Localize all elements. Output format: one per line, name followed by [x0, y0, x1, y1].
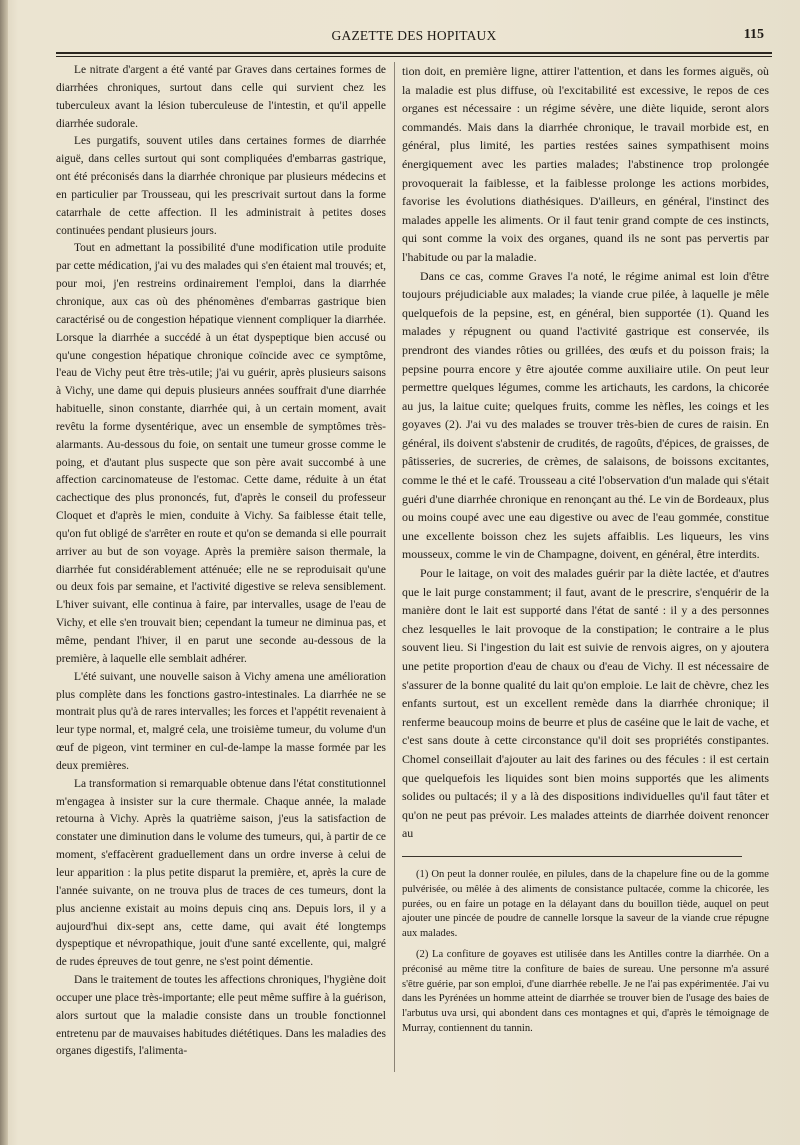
paragraph: Les purgatifs, souvent utiles dans certaines formes de diarrhée aiguë, dans celles surtout qui sont compliquées d'embarras gastrique, ont été préconisés dans la diarrhée chronique par plusieurs médecins et en particulier par Trousseau, qui les prescrivait surtout dans la forme catarrhale de cette affection. Il les administrait à petites doses continuées pendant plusieurs jours. [56, 135, 386, 237]
paragraph: L'été suivant, une nouvelle saison à Vichy amena une amélioration plus complète dans les fonctions gastro-intestinales. La diarrhée ne se montrait plus qu'à de rares intervalles; les forces et l'appétit revenaient à leur type normal, et, malgré cela, une troisième tumeur, du volume d'un œuf de pigeon, vint terminer en cul-de-lampe la masse formée par les deux premières. [56, 670, 386, 772]
column-divider [394, 62, 395, 1072]
running-head [56, 26, 772, 48]
paragraph: La transformation si remarquable obtenue dans l'état constitutionnel m'engagea à insister sur la cure thermale. Chaque année, la malade retourna à Vichy. Après la quatrième saison, j'eus la satisfaction de constater une diminution dans le volume des tumeurs, qui, à partir de ce moment, s'effacèrent graduellement dans un ordre inverse à celui de leur apparition : la plus petite disparut la première, et, après la cure de l'année suivante, on ne trouva plus de traces de ces tumeurs, dont la plus ancienne existait au moins depuis cinq ans. Depuis lors, il y a aujourd'hui dix-sept ans, cette dame, qui avait été longtemps dyspeptique et névropathique, jouit d'une santé excellente, qui, malgré de rudes épreuves de tout genre, ne s'est point démentie. [56, 777, 386, 969]
footnotes [402, 868, 769, 1043]
paragraph: Dans le traitement de toutes les affections chroniques, l'hygiène doit occuper une place très-importante; elle peut même suffire à la guérison, alors surtout que la maladie consiste dans un trouble fonctionnel entretenu par de mauvaises habitudes diététiques. Dans les maladies des organes digestifs, l'alimenta- [56, 974, 386, 1058]
journal-title: GAZETTE DES HOPITAUX [331, 28, 497, 43]
paragraph: Le nitrate d'argent a été vanté par Graves dans certaines formes de diarrhées chroniques, surtout dans celle qui survient chez les tuberculeux avant la lésion tuberculeuse de l'intestin, et qu'il appelle diarrhée sudorale. [56, 64, 386, 130]
binding-edge [0, 0, 8, 1145]
paragraph: Dans ce cas, comme Graves l'a noté, le régime animal est loin d'être toujours préjudiciable aux malades; la viande crue pilée, à laquelle je mêle quelquefois de la pepsine, est, en général, bien supportée (1). Quand les malades y répugnent ou quand l'activité gastrique est conservée, ils prendront des viandes rôties ou grillées, des œufs et du poisson frais; la pepsine pourra encore y être ajoutée comme auxiliaire utile. On peut leur permettre quelques légumes, comme les artichauts, les cardons, la chicorée au jus, la laitue cuite; quelques fruits, comme les nèfles, les coings et les goyaves (2). J'ai vu des malades se trouver très-bien de cures de raisin. En général, ils doivent s'abstenir de crudités, de ragoûts, d'épices, de graisses, de pâtisseries, de sucreries, de crèmes, de salaisons, de boissons excitantes, comme le thé et le café. Trousseau a cité l'observation d'un malade qui s'était guéri d'une diarrhée chronique en renonçant au thé. Le vin de Bordeaux, plus ou moins coupé avec une eau digestive ou avec de l'eau gommée, constitue une excellente boisson chez les sujets affaiblis. Les liqueurs, les vins mousseux, comme le vin de Champagne, doivent, en général, être interdits. [402, 268, 769, 562]
left-column [56, 62, 386, 1061]
footnote: (1) On peut la donner roulée, en pilules, dans de la chapelure fine ou de la gomme pulvérisée, ou mêlée à des aliments de consistance pultacée, comme la chicorée, les purées, ou en faire un potage en la délayant dans du bouillon tiède, auquel on peut ajouter une pincée de poudre de cannelle lorsque la saveur de la viande crue répugne aux malades. [402, 869, 769, 940]
paragraph: tion doit, en première ligne, attirer l'attention, et dans les formes aiguës, où la maladie est plus diffuse, où l'excitabilité est excessive, le repos de ces organes est nécessaire : un régime sévère, une diète liquide, seront alors commandés. Mais dans la diarrhée chronique, le travail morbide est, en général, plus limité, les parties restées saines sympathisent moins énergiquement avec les parties malades; l'abstinence trop prolongée provoquerait la faiblesse, et la faiblesse prolonge les actions morbides, favorise les évolutions diathésiques. D'ailleurs, en général, l'instinct des malades appelle les aliments. Or il faut tenir grand compte de ces instincts, qui sont comme la voix des organes, quand ils ne sont pas pervertis par l'habitude ou par la maladie. [402, 64, 769, 264]
paragraph: Pour le laitage, on voit des malades guérir par la diète lactée, et d'autres que le lait purge constamment; il faut, avant de le prescrire, s'enquérir de la manière dont le lait est supporté dans l'état de santé : il y a des personnes chez lesquelles le lait provoque de la constipation; le contraire a le plus souvent lieu. Si l'ingestion du lait est suivie de renvois aigres, on y ajoutera une petite proportion d'eau de chaux ou d'eau de Vichy. Il est nécessaire de s'assurer de la bonne qualité du lait qu'on emploie. Le lait de chèvre, chez les enfants surtout, est un excellent remède dans la diarrhée chronique; il renferme beaucoup moins de beurre et plus de caséine que le lait de vache, et c'est sans doute à cette circonstance qu'il doit ses propriétés constipantes. Chomel conseillait d'ajouter au lait des farines ou des fécules : il est certain que quelquefois les liquides sont bien moins supportés que les aliments solides ou pultacés; il y a là des dispositions individuelles qu'il faut tâter et qu'on ne peut pas prévoir. Les malades atteints de diarrhée doivent renoncer au [402, 566, 769, 841]
footnote-rule [402, 856, 742, 857]
footnote: (2) La confiture de goyaves est utilisée dans les Antilles contre la diarrhée. On a préconisé au même titre la confiture de baies de sureau. Une personne m'a assuré s'être guérie, par son emploi, d'une diarrhée rebelle. Je ne l'ai pas expérimentée. J'ai vu dans les Pyrénées un homme atteint de diarrhée se trouver bien de l'usage des baies de l'arbutus uva ursi, qui abondent dans ces montagnes et qui, d'après le témoignage de Murray, contiennent du tannin. [402, 948, 769, 1034]
right-column [402, 62, 769, 843]
page-number: 115 [743, 27, 764, 42]
header-rule-thick [56, 52, 772, 54]
header-rule-thin [56, 56, 772, 57]
paragraph: Tout en admettant la possibilité d'une modification utile produite par cette médication, j'ai vu des malades qui s'en étaient mal trouvés; et, pour moi, j'en restreins ordinairement l'emploi, dans la diarrhée chronique, aux cas où des phénomènes d'embarras gastrique bien caractérisé ou de congestion hépatique viennent compliquer la diarrhée. Lorsque la diarrhée a succédé à un état dyspeptique bien accusé ou qu'une congestion hépatique chronique coïncide avec ce symptôme, l'eau de Vichy peut être très-utile; j'ai vu guérir, après plusieurs saisons à Vichy, une dame qui depuis plusieurs années souffrait d'une diarrhée habituelle, sinon constante, diarrhée qui, à un certain moment, avait revêtu la forme dysentérique, avec un ensemble de symptômes très-alarmants. Au-dessous du foie, on sentait une tumeur grosse comme le poing, et d'autant plus suspecte que son père avait succombé à une affection carcinomateuse de l'estomac. Cette dame, réduite à un état cachectique des plus prononcés, fut, d'après le conseil du professeur Cloquet et d'après le mien, conduite à Vichy. Sa faiblesse était telle, qu'on fut obligé de s'arrêter en route et qu'on se demanda si elle pourrait arriver au but de son voyage. Après la première saison thermale, la diarrhée fut considérablement atténuée; elle ne se reproduisait qu'une ou deux fois par semaine, et l'activité digestive se releva sensiblement. L'hiver suivant, elle continua à faire, par intervalles, usage de l'eau de Vichy, et elle s'en trouvait bien; cependant la tumeur ne diminua pas, et même, pendant l'hiver, il en parut une seconde au-dessous de la première, à laquelle elle semblait adhérer. [56, 242, 386, 665]
